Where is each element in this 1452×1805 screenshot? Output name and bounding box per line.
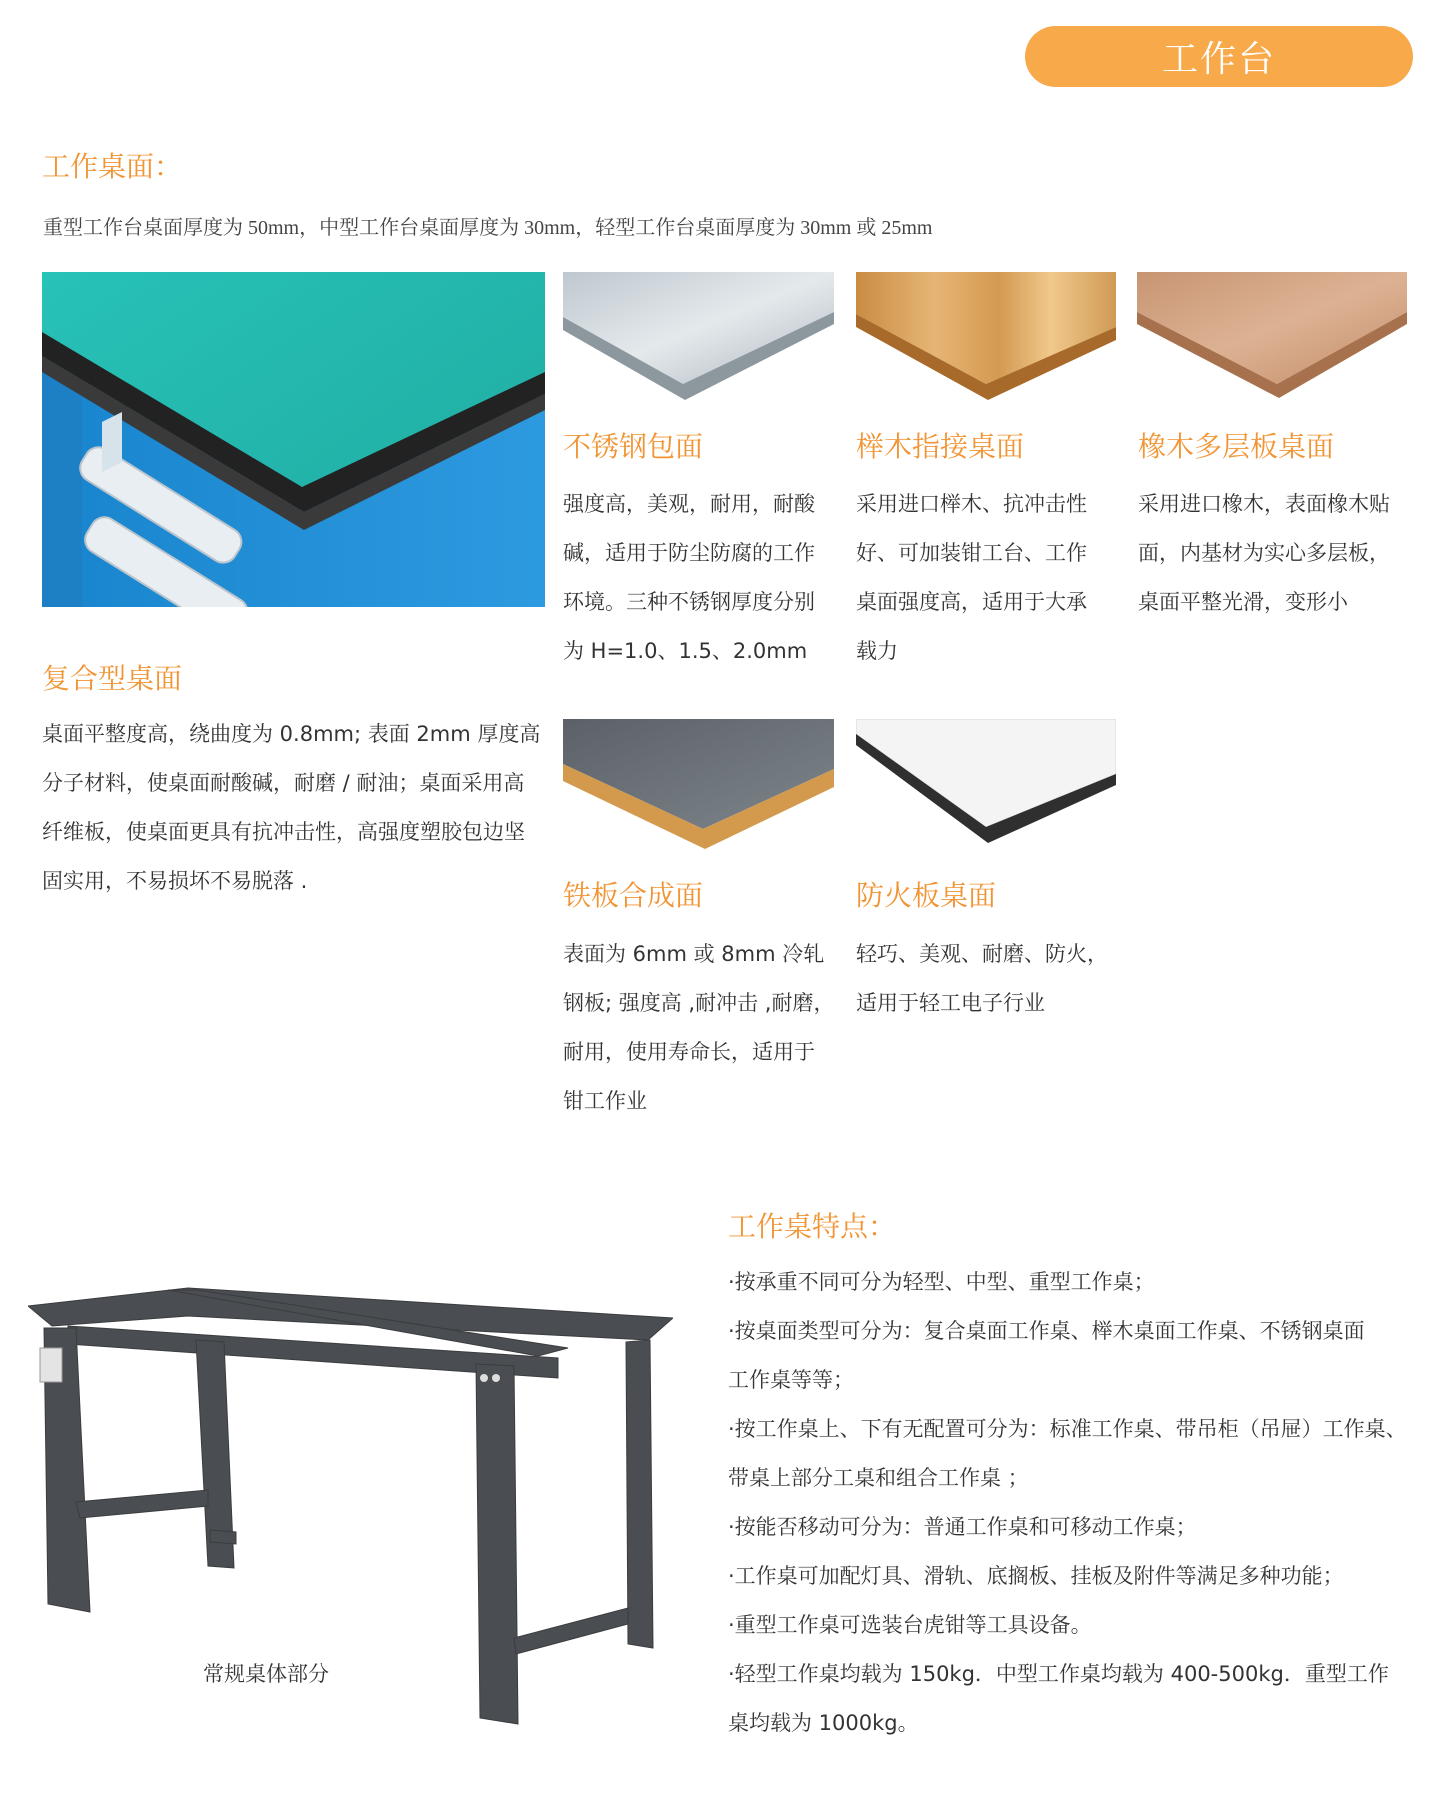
beech-title: 榉木指接桌面	[856, 430, 1025, 463]
feature-line: 桌均载为 1000kg。	[728, 1711, 919, 1735]
beech-description: 采用进口榉木、抗冲击性 好、可加装钳工台、工作 桌面强度高，适用于大承 载力	[856, 492, 1087, 663]
stainless-title: 不锈钢包面	[563, 430, 704, 463]
composite-title: 复合型桌面	[42, 662, 183, 695]
feature-line: ·按能否移动可分为：普通工作桌和可移动工作桌；	[728, 1515, 1197, 1539]
workbench-frame-image	[28, 1278, 673, 1736]
oak-title: 橡木多层板桌面	[1138, 430, 1335, 463]
composite-desktop-image	[42, 272, 545, 607]
oak-description: 采用进口橡木，表面橡木贴 面，内基材为实心多层板， 桌面平整光滑，变形小	[1138, 492, 1390, 614]
feature-line: ·按桌面类型可分为：复合桌面工作桌、榉木桌面工作桌、不锈钢桌面	[728, 1319, 1365, 1343]
oak-desktop-image	[1137, 272, 1407, 402]
feature-line: ·重型工作桌可选装台虎钳等工具设备。	[728, 1613, 1092, 1637]
stainless-desktop-image	[563, 272, 834, 402]
stainless-description: 强度高，美观，耐用，耐酸 碱，适用于防尘防腐的工作 环境。三种不锈钢厚度分别 为 H=1.0、1.5、2.0mm	[563, 492, 815, 663]
steel-title: 铁板合成面	[563, 879, 704, 912]
fireproof-description: 轻巧、美观、耐磨、防火， 适用于轻工电子行业	[856, 942, 1108, 1015]
steel-description: 表面为 6mm 或 8mm 冷轧 钢板; 强度高 ,耐冲击 ,耐磨， 耐用，使用寿命长，适用于 钳工作业	[563, 942, 835, 1113]
steel-desktop-image	[563, 719, 834, 849]
features-title: 工作桌特点：	[728, 1210, 897, 1243]
feature-line: ·工作桌可加配灯具、滑轨、底搁板、挂板及附件等满足多种功能；	[728, 1564, 1344, 1588]
section-badge: 工作台	[1025, 26, 1413, 87]
beech-desktop-image	[856, 272, 1116, 402]
surface-title: 工作桌面：	[42, 150, 183, 183]
feature-line: ·轻型工作桌均载为 150kg．中型工作桌均载为 400-500kg．重型工作	[728, 1662, 1389, 1686]
frame-caption: 常规桌体部分	[203, 1662, 329, 1686]
feature-line: 工作桌等等；	[728, 1368, 854, 1392]
surface-intro: 重型工作台桌面厚度为 50mm，中型工作台桌面厚度为 30mm，轻型工作台桌面厚度为 30mm 或 25mm	[43, 217, 933, 239]
feature-line: 带桌上部分工桌和组合工作桌 ；	[728, 1466, 1029, 1490]
fireproof-desktop-image	[856, 719, 1116, 849]
fireproof-title: 防火板桌面	[856, 879, 997, 912]
features-list	[728, 1258, 1407, 1748]
feature-line: ·按工作桌上、下有无配置可分为：标准工作桌、带吊柜（吊屉）工作桌、	[728, 1417, 1407, 1441]
feature-line: ·按承重不同可分为轻型、中型、重型工作桌；	[728, 1270, 1155, 1294]
composite-description: 桌面平整度高，绕曲度为 0.8mm; 表面 2mm 厚度高 分子材料，使桌面耐酸碱，耐磨 / 耐油；桌面采用高 纤维板，使桌面更具有抗冲击性，高强度塑胶包边坚 固实用，不易损坏不易脱落 .	[42, 722, 541, 893]
